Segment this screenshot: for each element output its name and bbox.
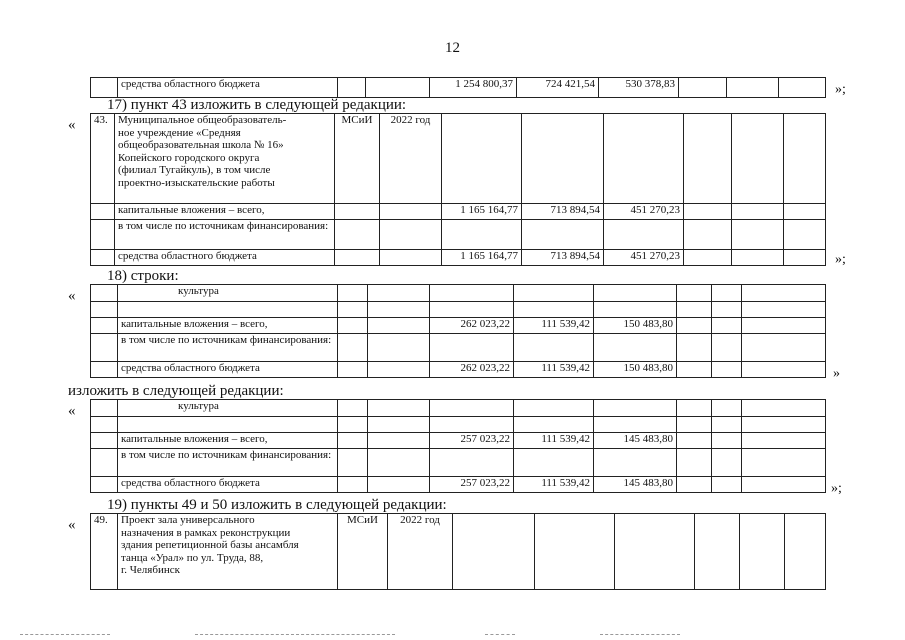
open-quote-18-new: « <box>68 403 76 419</box>
item19-name-line: здания репетиционной базы ансамбля <box>121 539 299 551</box>
item19-number: 49. <box>91 514 118 590</box>
item17-number: 43. <box>91 114 115 204</box>
item19-heading: 19) пункты 49 и 50 изложить в следующей редакции: <box>107 497 447 513</box>
item17-regional-v1: 1 165 164,77 <box>442 250 522 266</box>
item17-name-line: ное учреждение «Средняя <box>118 126 241 139</box>
item18-capital-label: капитальные вложения – всего, <box>118 318 338 334</box>
item17-capital-v3: 451 270,23 <box>604 204 684 220</box>
item17-customer: МСиИ <box>335 114 380 204</box>
top-row-value-2: 724 421,54 <box>517 78 599 98</box>
item19-table <box>90 513 826 590</box>
item17-sources-label: в том числе по источникам финансирования: <box>115 220 335 250</box>
item19-name-line: Проект зала универсального <box>121 514 255 526</box>
item18-culture-label: культура <box>118 285 338 302</box>
item17-capital-v2: 713 894,54 <box>522 204 604 220</box>
item18-capital-v3: 150 483,80 <box>594 318 677 334</box>
item18-new-sources-label: в том числе по источникам финансирования: <box>118 449 338 477</box>
open-quote-18: « <box>68 288 76 304</box>
item18-new-regional-v1: 257 023,22 <box>430 477 514 493</box>
item18-regional-v2: 111 539,42 <box>514 362 594 378</box>
item18-new-capital-label: капитальные вложения – всего, <box>118 433 338 449</box>
item18-regional-label: средства областного бюджета <box>118 362 338 378</box>
close-quote-17: »; <box>835 252 846 267</box>
item18-new-capital-v3: 145 483,80 <box>594 433 677 449</box>
item17-regional-v3: 451 270,23 <box>604 250 684 266</box>
item19-name <box>118 514 338 590</box>
item18-sources-label: в том числе по источникам финансирования: <box>118 334 338 362</box>
item18-new-culture-label: культура <box>118 400 338 417</box>
footer-divider <box>485 634 515 635</box>
item19-name-line: назначения в рамках реконструкции <box>121 526 291 539</box>
item17-name-line: (филиал Тугайкуль), в том числе <box>118 164 271 176</box>
item18-regional-v3: 150 483,80 <box>594 362 677 378</box>
item17-year: 2022 год <box>380 114 442 204</box>
item18-table <box>90 284 826 378</box>
open-quote-17: « <box>68 117 76 133</box>
item17-capital-v1: 1 165 164,77 <box>442 204 522 220</box>
footer-divider <box>195 634 395 635</box>
item17-regional-label: средства областного бюджета <box>115 250 335 266</box>
item17-name-line: Муниципальное общеобразователь- <box>118 114 287 126</box>
item17-name-line: Копейского городского округа <box>118 151 260 164</box>
item19-year: 2022 год <box>388 514 453 590</box>
item18-new-regional-v2: 111 539,42 <box>514 477 594 493</box>
item18-regional-v1: 262 023,22 <box>430 362 514 378</box>
item19-name-line: г. Челябинск <box>121 564 180 576</box>
item17-name-line: проектно-изыскательские работы <box>118 176 275 189</box>
close-quote-18: » <box>833 366 840 381</box>
item18-new-heading: изложить в следующей редакции: <box>68 383 284 399</box>
item19-name-line: танца «Урал» по ул. Труда, 88, <box>121 551 264 564</box>
item17-name-line: общеобразовательная школа № 16» <box>118 139 284 151</box>
top-row-label: средства областного бюджета <box>118 78 338 98</box>
item17-regional-v2: 713 894,54 <box>522 250 604 266</box>
top-row-value-1: 1 254 800,37 <box>430 78 517 98</box>
page-number: 12 <box>445 40 460 56</box>
top-row-value-3: 530 378,83 <box>599 78 679 98</box>
item18-new-capital-v1: 257 023,22 <box>430 433 514 449</box>
footer-divider <box>600 634 680 635</box>
item19-customer: МСиИ <box>338 514 388 590</box>
item18-new-table <box>90 399 826 493</box>
footer-divider <box>20 634 110 635</box>
item17-capital-label: капитальные вложения – всего, <box>115 204 335 220</box>
close-quote-top: »; <box>835 82 846 97</box>
item18-new-capital-v2: 111 539,42 <box>514 433 594 449</box>
open-quote-19: « <box>68 517 76 533</box>
item17-name <box>115 114 335 204</box>
item17-table <box>90 113 826 266</box>
close-quote-18-new: »; <box>831 481 842 496</box>
item18-capital-v1: 262 023,22 <box>430 318 514 334</box>
item18-heading: 18) строки: <box>107 268 179 284</box>
top-table <box>90 77 826 98</box>
item17-heading: 17) пункт 43 изложить в следующей редакции: <box>107 97 407 113</box>
item18-new-regional-label: средства областного бюджета <box>118 477 338 493</box>
item18-new-regional-v3: 145 483,80 <box>594 477 677 493</box>
item18-capital-v2: 111 539,42 <box>514 318 594 334</box>
